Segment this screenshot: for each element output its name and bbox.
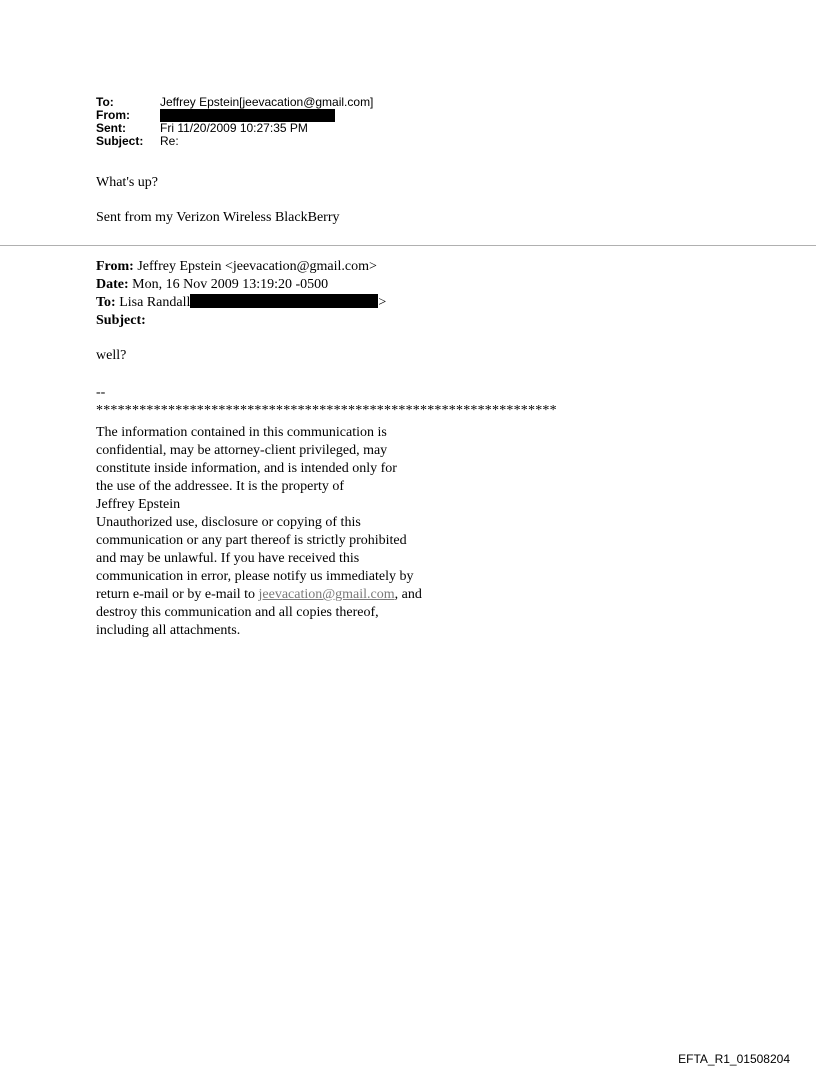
subject-value: Re: — [160, 134, 179, 148]
signature-dashes: -- — [96, 385, 106, 400]
orig-from-value: Jeffrey Epstein <jeevacation@gmail.com> — [137, 259, 377, 274]
orig-to-value: Lisa Randall — [119, 295, 191, 310]
disclaimer-line: constitute inside information, and is intended only for — [96, 461, 397, 476]
document-id: EFTA_R1_01508204 — [678, 1052, 790, 1066]
orig-to-row — [96, 294, 386, 312]
orig-subject-row — [96, 312, 386, 330]
disclaimer-text: return e-mail or by e-mail to — [96, 587, 259, 602]
orig-subject-label: Subject: — [96, 313, 146, 328]
to-value: Jeffrey Epstein[jeevacation@gmail.com] — [160, 95, 374, 109]
orig-from-label: From: — [96, 259, 134, 274]
disclaimer-line: destroy this communication and all copies thereof, — [96, 605, 379, 620]
to-row — [96, 96, 373, 109]
sent-label: Sent: — [96, 121, 126, 135]
disclaimer-text: , and — [394, 587, 422, 602]
signature-stars: **************************************************************** — [96, 403, 557, 418]
redaction-box — [190, 294, 378, 308]
orig-date-row — [96, 276, 386, 294]
from-label: From: — [96, 108, 130, 122]
subject-label: Subject: — [96, 134, 144, 148]
disclaimer-line: The information contained in this communication is — [96, 425, 387, 440]
disclaimer-line: Jeffrey Epstein — [96, 497, 181, 512]
disclaimer-line: confidential, may be attorney-client privileged, may — [96, 443, 388, 458]
disclaimer-line: and may be unlawful. If you have received this — [96, 551, 360, 566]
sent-value: Fri 11/20/2009 10:27:35 PM — [160, 121, 308, 135]
disclaimer-line: including all attachments. — [96, 623, 241, 638]
reply-signature: Sent from my Verizon Wireless BlackBerry — [96, 210, 340, 225]
orig-to-close: > — [378, 295, 387, 310]
to-label: To: — [96, 95, 114, 109]
message-divider — [0, 245, 816, 246]
disclaimer-line: communication in error, please notify us immediately by — [96, 569, 414, 584]
orig-date-value: Mon, 16 Nov 2009 13:19:20 -0500 — [132, 277, 329, 292]
disclaimer-line: communication or any part thereof is strictly prohibited — [96, 533, 407, 548]
orig-date-label: Date: — [96, 277, 129, 292]
email-link[interactable]: jeevacation@gmail.com — [258, 587, 395, 602]
reply-header — [96, 96, 373, 148]
disclaimer-line: the use of the addressee. It is the property of — [96, 479, 345, 494]
original-message: well? — [96, 348, 127, 363]
reply-message: What's up? — [96, 175, 159, 190]
orig-from-row — [96, 258, 386, 276]
orig-to-label: To: — [96, 295, 116, 310]
subject-row — [96, 135, 373, 148]
disclaimer-line — [96, 586, 422, 604]
confidentiality-disclaimer — [96, 424, 422, 640]
original-header — [96, 258, 386, 330]
disclaimer-line: Unauthorized use, disclosure or copying of this — [96, 515, 361, 530]
